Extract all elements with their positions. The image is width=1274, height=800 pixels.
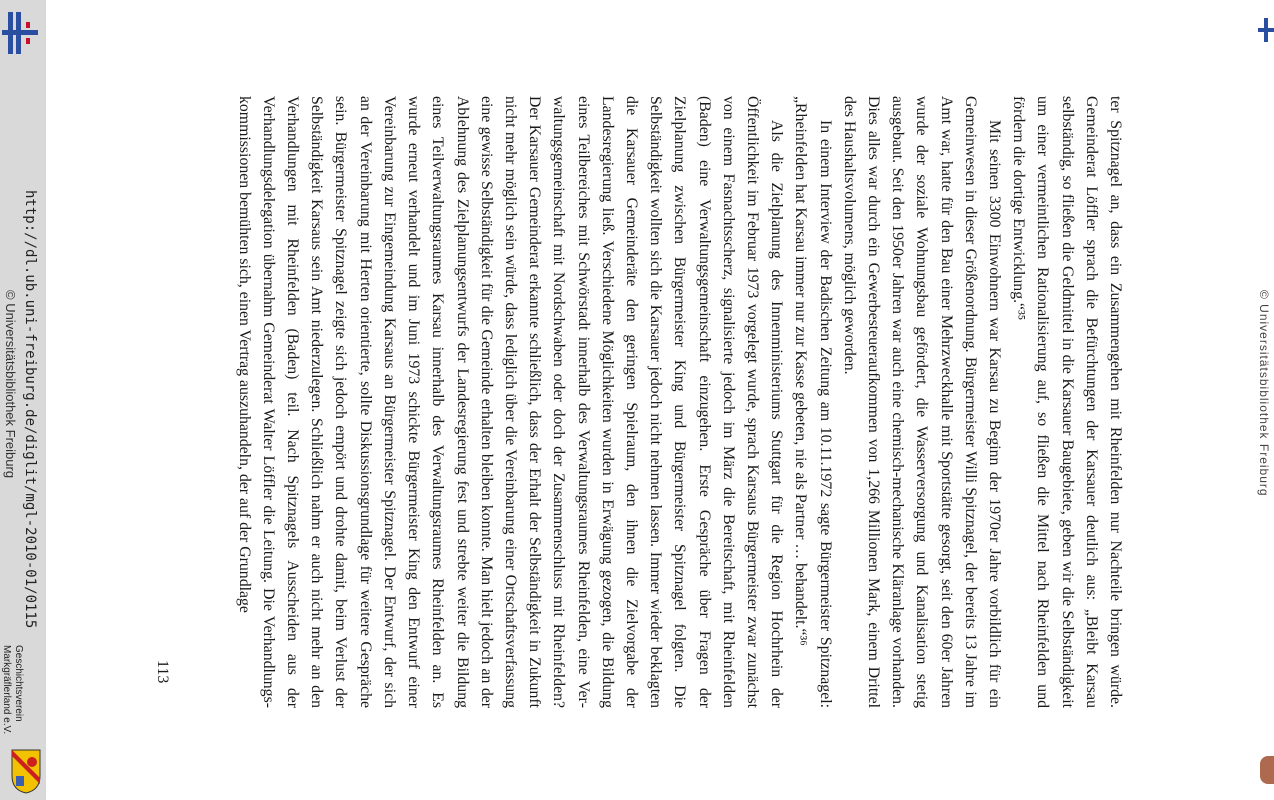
cropped-header-fragment: © Universitätsbibliothek Freiburg <box>1257 290 1271 497</box>
paragraph: Als die Zielplanung des Innenministeriums Stuttgart für die Region Hochrhein der Öffentlichkeit im Februar 1973 vorgelegt wurde, sprach Karsaus Bürgermeister zwar zunächst von einem Fasnachtsscherz, signalisierte jedoch im März die Bereitschaft, mit Rheinfelden (Baden) eine Verwaltungsgemeinschaft einzugehen. Erste Gespräche über Fragen der Zielplanung zwischen Bürgermeister King und Bürgermeister Spitznagel folgten. Die Selbständigkeit wollten sich die Karsauer jedoch nicht nehmen lassen. Immer wieder beklagten die Karsauer Gemeinderäte den geringen Spielraum, den ihnen die Zielvorgabe der Landesregierung ließ. Verschiedene Möglichkeiten wurden in Erwägung gezogen, die Bildung eines Teilbereiches mit Schwörstadt innerhalb des Verwaltungsraumes Rheinfelden, eine Verwaltungsgemeinschaft mit Nordschwaben oder doch der Zusammenschluss mit Rheinfelden? Der Karsauer Gemeinderat erkannte schließlich, dass der Erhalt der Selbständigkeit in Zukunft nicht mehr möglich sein würde, dass lediglich über die Vereinbarung einer Ortschaftsverfassung eine gewisse Selbständigkeit für die Gemeinde erhalten bleiben konnte. Man hielt jedoch an der Ablehnung des Zielplanungsentwurfs der Landesregierung fest und strebte weiter die Bildung eines Teilverwaltungsraumes Karsau innerhalb des Verwaltungsraumes Rheinfelden an. Es wurde erneut verhandelt und im Juni 1973 schickte Bürgermeister King den Entwurf einer Vereinbarung zur Eingemeindung Karsaus an Bürgermeister Spitznagel. Der Entwurf, der sich an der Vereinbarung mit Herten orientierte, sollte Diskussionsgrundlage für weitere Gespräche sein. Bürgermeister Spitznagel zeigte sich jedoch empört und drohte damit, beim Verlust der Selbständigkeit Karsaus sein Amt niederzulegen. Schließlich nahm er auch nicht mehr an den Verhandlungen mit Rheinfelden (Baden) teil. Nach Spitznagels Ausscheiden aus der Verhandlungsdelegation übernahm Gemeinderat Walter Löffler die Leitung. Die Verhandlungskommissionen bemühten sich, einen Vertrag auszuhandeln, der auf der Grundlage <box>235 96 786 708</box>
society-name-line2: Markgräflerland e.V. <box>1 645 12 735</box>
paragraph: Mit seinen 3300 Einwohnern war Karsau zu Beginn der 1970er Jahre vorbildlich für ein Gemeinwesen in dieser Größenordnung. Bürgermeister Willi Spitznagel, der bereits 13 Jahre im Amt war, hatte für den Bau einer Mehrzweckhalle mit Sportstätte gesorgt, seit den 60er Jahren wurde der soziale Wohnungsbau gefördert, die Wasserversorgung und Kanalisation stetig ausgebaut. Seit den 1950er Jahren war auch eine chemisch-mechanische Kläranlage vorhanden. Dies alles war durch ein Gewerbesteueraufkommen von 1,266 Millionen Mark, einem Drittel des Haushaltsvolumens, möglich geworden. <box>840 96 1003 708</box>
society-name-line1: Geschichtsverein <box>13 645 24 722</box>
body-text <box>231 96 1127 708</box>
paragraph: In einem Interview der Badischen Zeitung am 10.11.1972 sagte Bürgermeister Spitznagel: „Rheinfelden hat Karsau immer nur zur Kasse gebeten, nie als Partner … behandelt.“³⁶ <box>792 96 834 708</box>
paragraph: ter Spitznagel an, dass ein Zusammengehen mit Rheinfelden nur Nachteile bringen würde. Gemeinderat Löffler sprach die Befürchtungen der Karsauer deutlich aus: „Bleibt Karsau selbständig, so fließen die Geldmittel in die Karsauer Baugebiete, geben wir die Selbständigkeit um einer vermeintlichen Rationalisierung auf, so fließen die Mittel nach Rheinfelden und fördern die dortige Entwicklung.“³⁵ <box>1010 96 1124 708</box>
permalink-url[interactable]: http://dl.ub.uni-freiburg.de/diglit/mgl-2010-01/0115 <box>22 190 38 629</box>
copyright-notice: © Universitätsbibliothek Freiburg <box>3 290 18 479</box>
page-number: 113 <box>154 660 171 684</box>
